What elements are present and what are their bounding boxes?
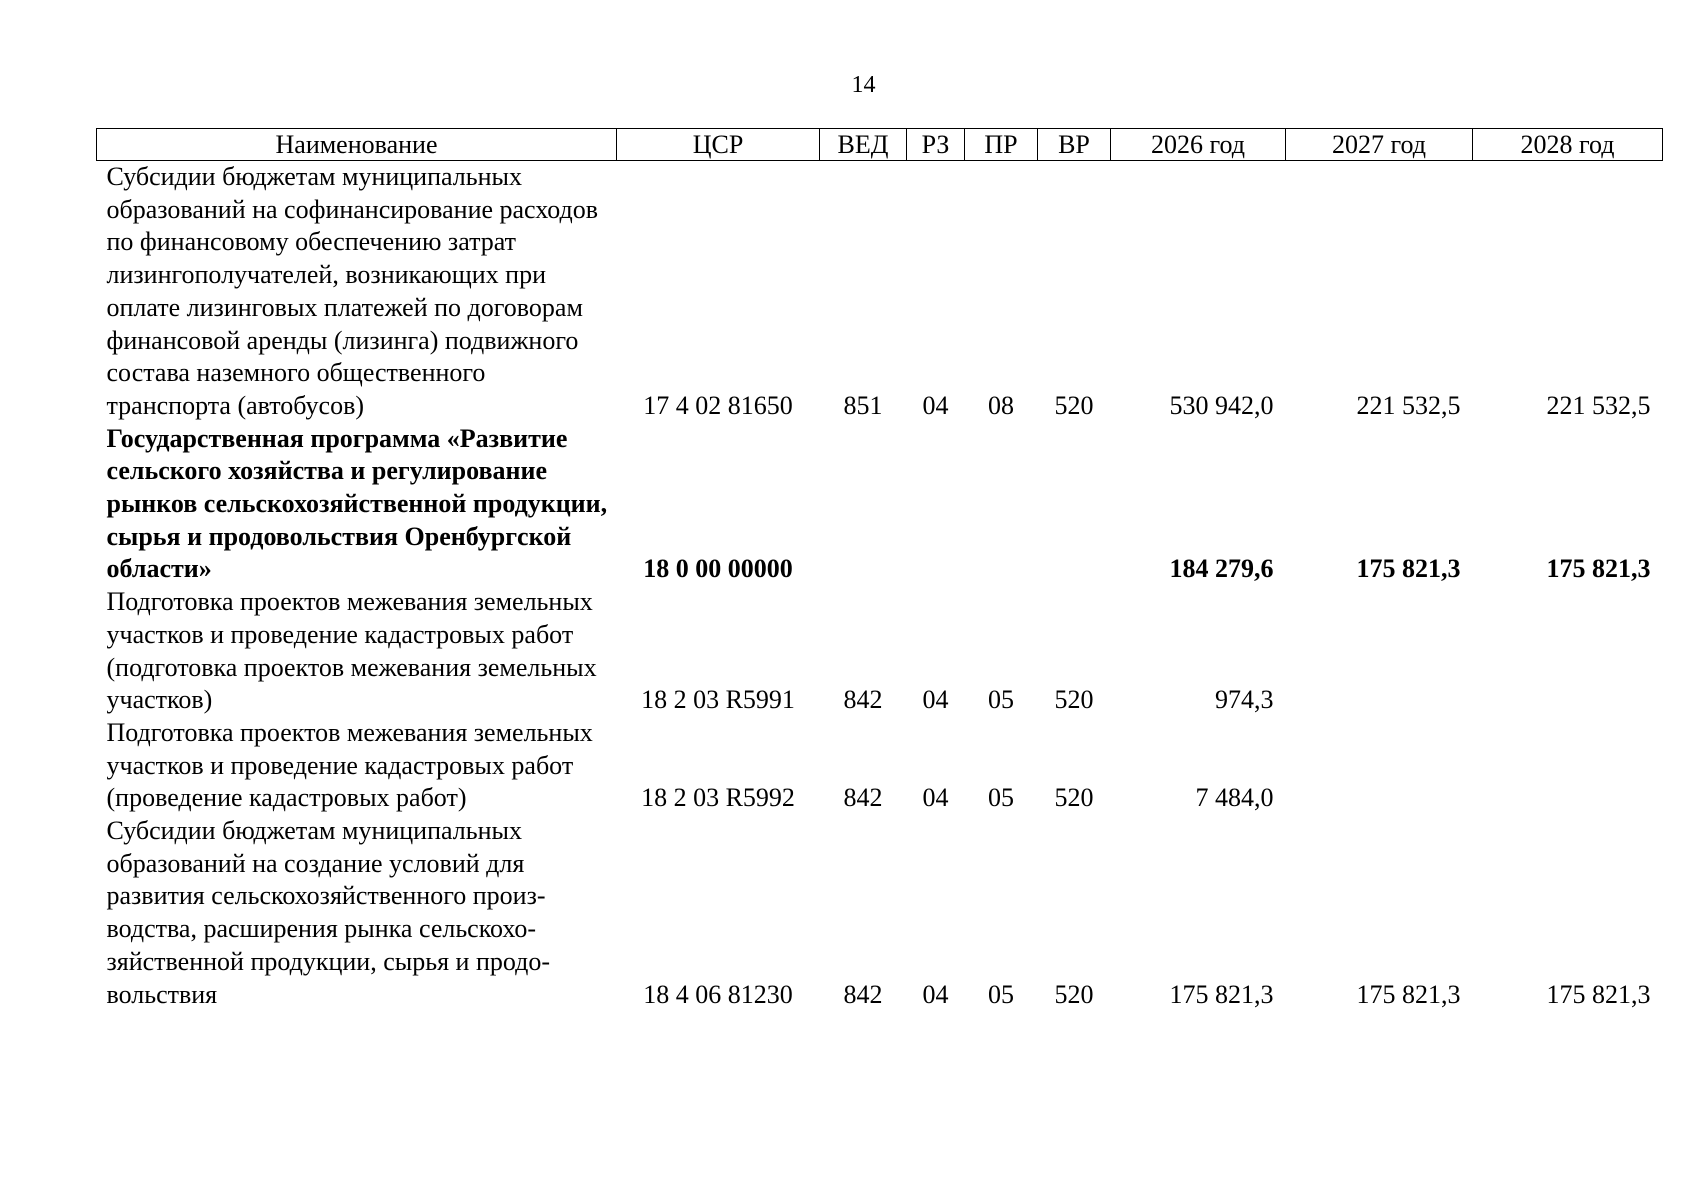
budget-table [96,128,1663,1011]
header-name: Наименование [97,129,617,161]
header-rz: РЗ [907,129,965,161]
row-2028 [1473,586,1663,717]
row-pr: 08 [988,390,1014,420]
row-pr [965,423,1038,587]
row-2027: 175 821,3 [1356,554,1461,584]
table-body [97,161,1663,1012]
row-2026: 184 279,6 [1169,554,1274,584]
header-pr: ПР [965,129,1038,161]
row-pr: 05 [988,685,1014,715]
table-header [97,129,1663,161]
header-row [97,129,1663,161]
table-row [97,586,1663,717]
row-vr [1038,423,1111,587]
row-2028: 221 532,5 [1546,390,1651,420]
row-vr: 520 [1054,783,1094,813]
table-row [97,161,1663,423]
row-2028: 175 821,3 [1546,554,1651,584]
header-2026: 2026 год [1111,129,1286,161]
row-2027 [1286,717,1473,815]
row-ved [820,423,907,587]
row-rz: 04 [922,390,949,420]
row-2026: 530 942,0 [1169,390,1274,420]
table-row [97,717,1663,815]
row-rz: 04 [922,979,949,1009]
row-vr: 520 [1054,979,1094,1009]
row-csr: 18 2 03 R5991 [641,685,795,715]
row-rz: 04 [922,685,949,715]
row-csr: 18 4 06 81230 [643,979,793,1009]
row-ved: 842 [843,685,883,715]
table-row [97,423,1663,587]
header-vr: ВР [1038,129,1111,161]
row-csr: 17 4 02 81650 [643,390,793,420]
row-ved: 842 [843,979,883,1009]
row-ved: 851 [843,390,883,420]
row-ved: 842 [843,783,883,813]
row-2028: 175 821,3 [1546,979,1651,1009]
row-2026: 974,3 [1215,685,1274,715]
header-ved: ВЕД [820,129,907,161]
header-2028: 2028 год [1473,129,1663,161]
row-pr: 05 [988,783,1014,813]
row-vr: 520 [1054,390,1094,420]
row-2026: 175 821,3 [1169,979,1274,1009]
row-name: Государственная программа «Развитие сельского хозяйства и регулирование рынков сельскохозяйственной продукции, сырья и продовольствия Оренбургской области» [106,423,608,584]
header-2027: 2027 год [1286,129,1473,161]
row-2027 [1286,586,1473,717]
row-2026: 7 484,0 [1195,783,1274,813]
row-name: Субсидии бюджетам муниципальных образований на софинансирование расходов по финансовому обеспечению затрат лизингополучателей, возникающих при оплате лизинговых платежей по договорам финансовой аренды (лизинга) подвижного состава наземного общественного транспорта (автобусов) [106,162,599,420]
page-number: 14 [851,72,876,98]
row-2027: 221 532,5 [1356,390,1461,420]
row-pr: 05 [988,979,1014,1009]
row-csr: 18 0 00 00000 [643,554,793,584]
header-csr: ЦСР [617,129,820,161]
row-csr: 18 2 03 R5992 [641,783,795,813]
row-name: Субсидии бюджетам муниципальных образований на создание условий для развития сельскохозяйственного производства, расширения рынка сельскохозяйственной продукции, сырья и продовольствия [106,816,551,1009]
table-row [97,815,1663,1011]
row-2028 [1473,717,1663,815]
row-vr: 520 [1054,685,1094,715]
row-rz [907,423,965,587]
row-name: Подготовка проектов межевания земельных участков и проведение кадастровых работ (проведение кадастровых работ) [106,717,593,813]
row-name: Подготовка проектов межевания земельных участков и проведение кадастровых работ (подготовка проектов межевания земельных участков) [106,587,597,715]
row-rz: 04 [922,783,949,813]
row-2027: 175 821,3 [1356,979,1461,1009]
